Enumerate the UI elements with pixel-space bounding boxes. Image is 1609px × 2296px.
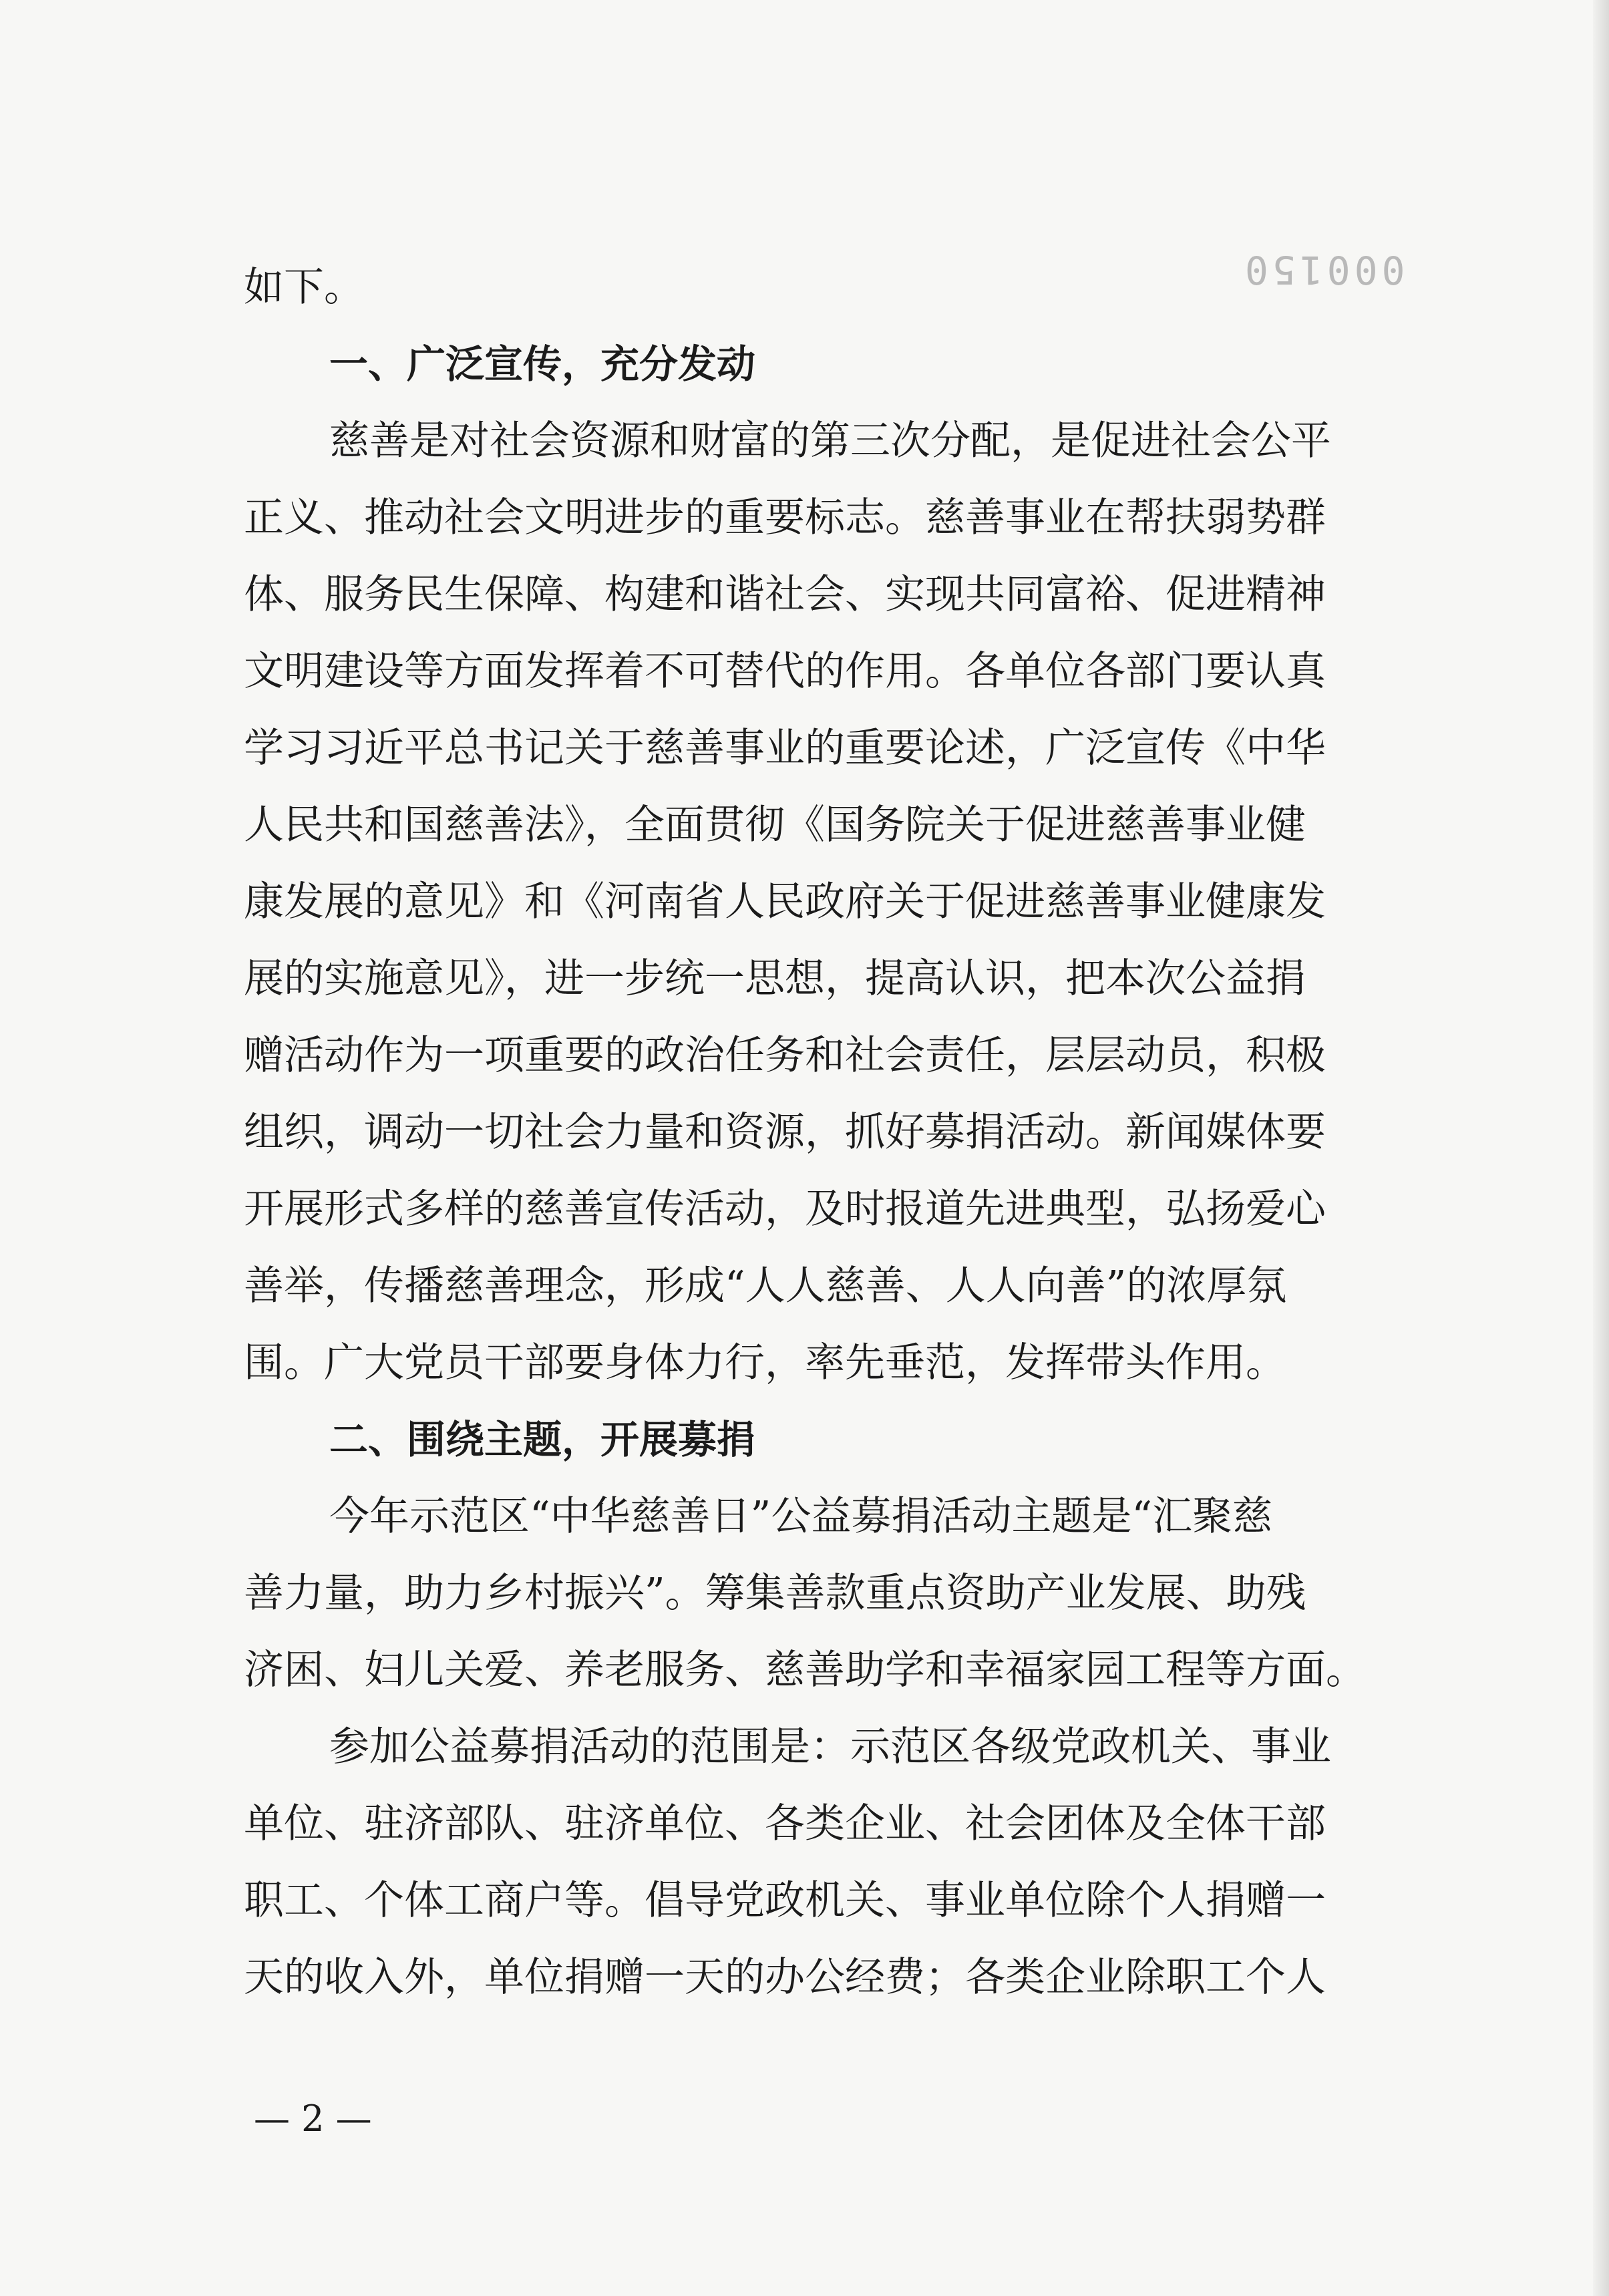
page-edge-shadow	[1593, 0, 1609, 2296]
text-line: 学习习近平总书记关于慈善事业的重要论述，广泛宣传《中华	[244, 725, 1326, 772]
text-line: 人民共和国慈善法》，全面贯彻《国务院关于促进慈善事业健	[244, 802, 1306, 848]
text-line: 慈善是对社会资源和财富的第三次分配，是促进社会公平	[329, 418, 1331, 464]
text-line: 参加公益募捐活动的范围是：示范区各级党政机关、事业	[329, 1724, 1331, 1770]
text-line: 如下。	[244, 264, 364, 311]
text-line: 济困、妇儿关爱、养老服务、慈善助学和幸福家园工程等方面。	[244, 1647, 1366, 1693]
text-line: 职工、个体工商户等。倡导党政机关、事业单位除个人捐赠一	[244, 1877, 1326, 1924]
text-line: 体、服务民生保障、构建和谐社会、实现共同富裕、促进精神	[244, 571, 1326, 618]
text-line: 单位、驻济部队、驻济单位、各类企业、社会团体及全体干部	[244, 1800, 1326, 1847]
text-line: 展的实施意见》，进一步统一思想，提高认识，把本次公益捐	[244, 955, 1306, 1002]
section-heading-2: 二、围绕主题，开展募捐	[329, 1417, 756, 1462]
text-line: 今年示范区“中华慈善日”公益募捐活动主题是“汇聚慈	[329, 1493, 1273, 1540]
text-line: 正义、推动社会文明进步的重要标志。慈善事业在帮扶弱势群	[244, 494, 1326, 541]
text-line: 善力量，助力乡村振兴”。筹集善款重点资助产业发展、助残	[244, 1570, 1306, 1617]
text-line: 康发展的意见》和《河南省人民政府关于促进慈善事业健康发	[244, 878, 1326, 925]
text-line: 围。广大党员干部要身体力行，率先垂范，发挥带头作用。	[244, 1339, 1286, 1386]
text-line: 天的收入外，单位捐赠一天的办公经费；各类企业除职工个人	[244, 1954, 1326, 2001]
text-line: 赠活动作为一项重要的政治任务和社会责任，层层动员，积极	[244, 1032, 1326, 1079]
text-line: 开展形式多样的慈善宣传活动，及时报道先进典型，弘扬爱心	[244, 1186, 1326, 1233]
text-line: 文明建设等方面发挥着不可替代的作用。各单位各部门要认真	[244, 648, 1326, 695]
text-line: 组织，调动一切社会力量和资源，抓好募捐活动。新闻媒体要	[244, 1109, 1326, 1156]
section-heading-1: 一、广泛宣传，充分发动	[329, 341, 756, 387]
text-line: 善举，传播慈善理念，形成“人人慈善、人人向善”的浓厚氛	[244, 1263, 1287, 1309]
serial-number-stamp: 000150	[1241, 247, 1405, 293]
page-number: — 2 —	[254, 2098, 372, 2140]
